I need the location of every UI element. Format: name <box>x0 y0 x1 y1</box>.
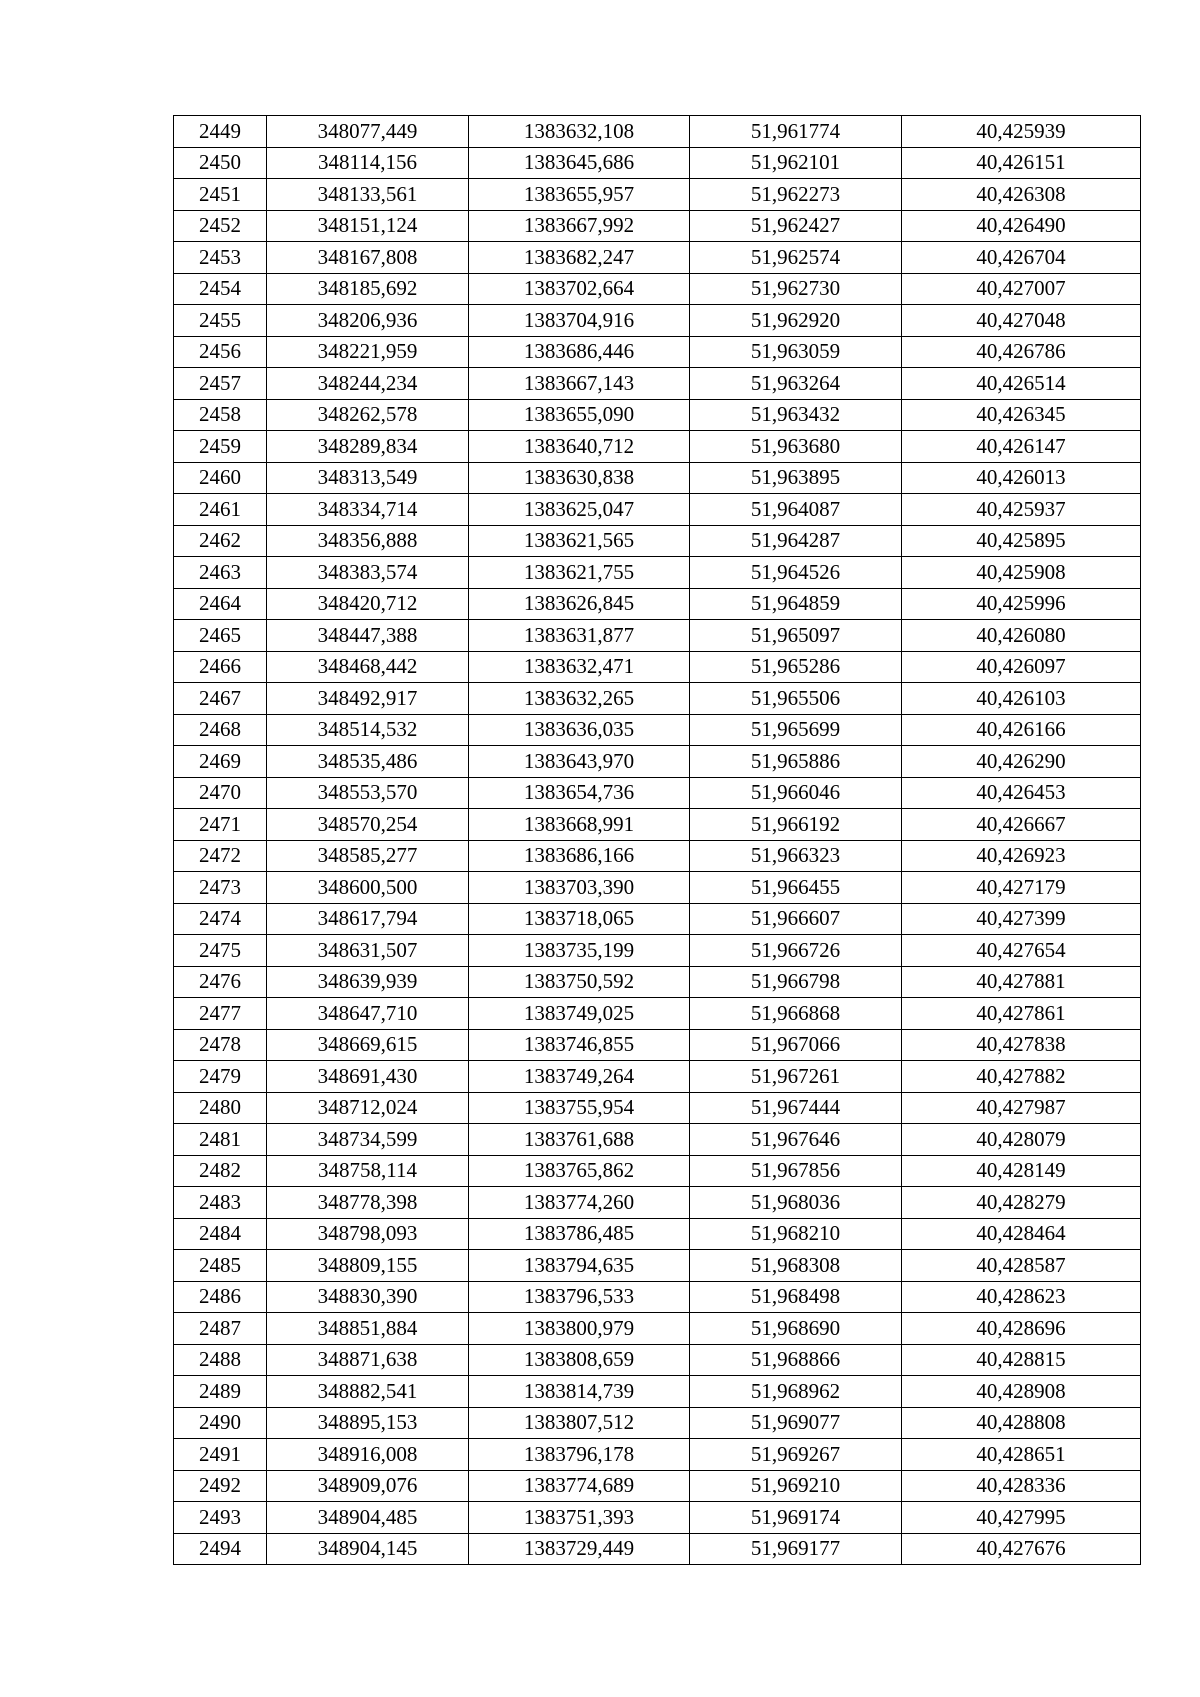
point-number-cell: 2488 <box>174 1344 267 1376</box>
y-coordinate-cell: 1383755,954 <box>469 1092 690 1124</box>
y-coordinate-cell: 1383774,689 <box>469 1470 690 1502</box>
x-coordinate-cell: 348514,532 <box>267 714 469 746</box>
x-coordinate-cell: 348185,692 <box>267 273 469 305</box>
point-number-cell: 2494 <box>174 1533 267 1565</box>
point-number-cell: 2490 <box>174 1407 267 1439</box>
latitude-cell: 51,965097 <box>690 620 902 652</box>
latitude-cell: 51,969174 <box>690 1502 902 1534</box>
x-coordinate-cell: 348553,570 <box>267 777 469 809</box>
x-coordinate-cell: 348334,714 <box>267 494 469 526</box>
point-number-cell: 2459 <box>174 431 267 463</box>
table-row <box>174 746 1141 778</box>
point-number-cell: 2458 <box>174 399 267 431</box>
table-row <box>174 1407 1141 1439</box>
table-row <box>174 998 1141 1030</box>
table-row <box>174 1250 1141 1282</box>
y-coordinate-cell: 1383729,449 <box>469 1533 690 1565</box>
longitude-cell: 40,426151 <box>902 147 1141 179</box>
x-coordinate-cell: 348871,638 <box>267 1344 469 1376</box>
point-number-cell: 2482 <box>174 1155 267 1187</box>
x-coordinate-cell: 348647,710 <box>267 998 469 1030</box>
table-row <box>174 872 1141 904</box>
y-coordinate-cell: 1383704,916 <box>469 305 690 337</box>
table-row <box>174 1313 1141 1345</box>
table-row <box>174 1470 1141 1502</box>
x-coordinate-cell: 348904,145 <box>267 1533 469 1565</box>
point-number-cell: 2467 <box>174 683 267 715</box>
x-coordinate-cell: 348077,449 <box>267 116 469 148</box>
latitude-cell: 51,964287 <box>690 525 902 557</box>
y-coordinate-cell: 1383626,845 <box>469 588 690 620</box>
x-coordinate-cell: 348133,561 <box>267 179 469 211</box>
x-coordinate-cell: 348712,024 <box>267 1092 469 1124</box>
latitude-cell: 51,966046 <box>690 777 902 809</box>
table-row <box>174 179 1141 211</box>
point-number-cell: 2472 <box>174 840 267 872</box>
longitude-cell: 40,428651 <box>902 1439 1141 1471</box>
point-number-cell: 2480 <box>174 1092 267 1124</box>
table-row <box>174 651 1141 683</box>
point-number-cell: 2477 <box>174 998 267 1030</box>
x-coordinate-cell: 348262,578 <box>267 399 469 431</box>
table-row <box>174 935 1141 967</box>
longitude-cell: 40,427399 <box>902 903 1141 935</box>
x-coordinate-cell: 348492,917 <box>267 683 469 715</box>
longitude-cell: 40,425895 <box>902 525 1141 557</box>
latitude-cell: 51,966323 <box>690 840 902 872</box>
latitude-cell: 51,963264 <box>690 368 902 400</box>
x-coordinate-cell: 348356,888 <box>267 525 469 557</box>
latitude-cell: 51,964526 <box>690 557 902 589</box>
table-row <box>174 242 1141 274</box>
longitude-cell: 40,427882 <box>902 1061 1141 1093</box>
table-row <box>174 1061 1141 1093</box>
longitude-cell: 40,426514 <box>902 368 1141 400</box>
longitude-cell: 40,426786 <box>902 336 1141 368</box>
y-coordinate-cell: 1383807,512 <box>469 1407 690 1439</box>
longitude-cell: 40,426667 <box>902 809 1141 841</box>
longitude-cell: 40,426453 <box>902 777 1141 809</box>
point-number-cell: 2487 <box>174 1313 267 1345</box>
x-coordinate-cell: 348468,442 <box>267 651 469 683</box>
x-coordinate-cell: 348778,398 <box>267 1187 469 1219</box>
point-number-cell: 2468 <box>174 714 267 746</box>
table-row <box>174 210 1141 242</box>
point-number-cell: 2476 <box>174 966 267 998</box>
point-number-cell: 2452 <box>174 210 267 242</box>
point-number-cell: 2456 <box>174 336 267 368</box>
y-coordinate-cell: 1383621,565 <box>469 525 690 557</box>
x-coordinate-cell: 348420,712 <box>267 588 469 620</box>
y-coordinate-cell: 1383625,047 <box>469 494 690 526</box>
latitude-cell: 51,966868 <box>690 998 902 1030</box>
point-number-cell: 2455 <box>174 305 267 337</box>
latitude-cell: 51,966455 <box>690 872 902 904</box>
longitude-cell: 40,428908 <box>902 1376 1141 1408</box>
longitude-cell: 40,425996 <box>902 588 1141 620</box>
y-coordinate-cell: 1383765,862 <box>469 1155 690 1187</box>
x-coordinate-cell: 348289,834 <box>267 431 469 463</box>
latitude-cell: 51,962427 <box>690 210 902 242</box>
point-number-cell: 2485 <box>174 1250 267 1282</box>
table-row <box>174 1533 1141 1565</box>
point-number-cell: 2484 <box>174 1218 267 1250</box>
table-row <box>174 777 1141 809</box>
latitude-cell: 51,965286 <box>690 651 902 683</box>
x-coordinate-cell: 348151,124 <box>267 210 469 242</box>
table-row <box>174 1155 1141 1187</box>
point-number-cell: 2470 <box>174 777 267 809</box>
y-coordinate-cell: 1383686,446 <box>469 336 690 368</box>
latitude-cell: 51,968498 <box>690 1281 902 1313</box>
latitude-cell: 51,963680 <box>690 431 902 463</box>
x-coordinate-cell: 348535,486 <box>267 746 469 778</box>
y-coordinate-cell: 1383735,199 <box>469 935 690 967</box>
longitude-cell: 40,428623 <box>902 1281 1141 1313</box>
point-number-cell: 2489 <box>174 1376 267 1408</box>
y-coordinate-cell: 1383814,739 <box>469 1376 690 1408</box>
x-coordinate-cell: 348383,574 <box>267 557 469 589</box>
point-number-cell: 2493 <box>174 1502 267 1534</box>
point-number-cell: 2479 <box>174 1061 267 1093</box>
table-row <box>174 1187 1141 1219</box>
point-number-cell: 2451 <box>174 179 267 211</box>
y-coordinate-cell: 1383632,265 <box>469 683 690 715</box>
x-coordinate-cell: 348617,794 <box>267 903 469 935</box>
longitude-cell: 40,425939 <box>902 116 1141 148</box>
longitude-cell: 40,427007 <box>902 273 1141 305</box>
y-coordinate-cell: 1383632,108 <box>469 116 690 148</box>
latitude-cell: 51,967066 <box>690 1029 902 1061</box>
latitude-cell: 51,963895 <box>690 462 902 494</box>
y-coordinate-cell: 1383640,712 <box>469 431 690 463</box>
y-coordinate-cell: 1383749,025 <box>469 998 690 1030</box>
table-row <box>174 1502 1141 1534</box>
latitude-cell: 51,962730 <box>690 273 902 305</box>
y-coordinate-cell: 1383702,664 <box>469 273 690 305</box>
table-row <box>174 1029 1141 1061</box>
longitude-cell: 40,426147 <box>902 431 1141 463</box>
y-coordinate-cell: 1383643,970 <box>469 746 690 778</box>
x-coordinate-cell: 348904,485 <box>267 1502 469 1534</box>
table-row <box>174 525 1141 557</box>
table-row <box>174 462 1141 494</box>
table-row <box>174 336 1141 368</box>
longitude-cell: 40,427654 <box>902 935 1141 967</box>
longitude-cell: 40,428587 <box>902 1250 1141 1282</box>
table-row <box>174 147 1141 179</box>
point-number-cell: 2462 <box>174 525 267 557</box>
longitude-cell: 40,426704 <box>902 242 1141 274</box>
point-number-cell: 2449 <box>174 116 267 148</box>
x-coordinate-cell: 348600,500 <box>267 872 469 904</box>
table-row <box>174 557 1141 589</box>
latitude-cell: 51,965699 <box>690 714 902 746</box>
y-coordinate-cell: 1383746,855 <box>469 1029 690 1061</box>
longitude-cell: 40,426166 <box>902 714 1141 746</box>
longitude-cell: 40,428464 <box>902 1218 1141 1250</box>
y-coordinate-cell: 1383636,035 <box>469 714 690 746</box>
point-number-cell: 2471 <box>174 809 267 841</box>
longitude-cell: 40,428808 <box>902 1407 1141 1439</box>
y-coordinate-cell: 1383761,688 <box>469 1124 690 1156</box>
point-number-cell: 2465 <box>174 620 267 652</box>
table-row <box>174 494 1141 526</box>
table-row <box>174 840 1141 872</box>
latitude-cell: 51,962273 <box>690 179 902 211</box>
longitude-cell: 40,427048 <box>902 305 1141 337</box>
longitude-cell: 40,427676 <box>902 1533 1141 1565</box>
y-coordinate-cell: 1383796,533 <box>469 1281 690 1313</box>
longitude-cell: 40,426103 <box>902 683 1141 715</box>
longitude-cell: 40,427179 <box>902 872 1141 904</box>
latitude-cell: 51,967856 <box>690 1155 902 1187</box>
latitude-cell: 51,969210 <box>690 1470 902 1502</box>
x-coordinate-cell: 348809,155 <box>267 1250 469 1282</box>
x-coordinate-cell: 348114,156 <box>267 147 469 179</box>
latitude-cell: 51,962920 <box>690 305 902 337</box>
y-coordinate-cell: 1383630,838 <box>469 462 690 494</box>
x-coordinate-cell: 348734,599 <box>267 1124 469 1156</box>
longitude-cell: 40,427987 <box>902 1092 1141 1124</box>
latitude-cell: 51,965886 <box>690 746 902 778</box>
table-row <box>174 305 1141 337</box>
latitude-cell: 51,969267 <box>690 1439 902 1471</box>
point-number-cell: 2475 <box>174 935 267 967</box>
latitude-cell: 51,966192 <box>690 809 902 841</box>
y-coordinate-cell: 1383668,991 <box>469 809 690 841</box>
table-row <box>174 1218 1141 1250</box>
latitude-cell: 51,966798 <box>690 966 902 998</box>
table-row <box>174 809 1141 841</box>
x-coordinate-cell: 348909,076 <box>267 1470 469 1502</box>
y-coordinate-cell: 1383682,247 <box>469 242 690 274</box>
longitude-cell: 40,426308 <box>902 179 1141 211</box>
latitude-cell: 51,966607 <box>690 903 902 935</box>
y-coordinate-cell: 1383632,471 <box>469 651 690 683</box>
latitude-cell: 51,967444 <box>690 1092 902 1124</box>
point-number-cell: 2483 <box>174 1187 267 1219</box>
table-row <box>174 1344 1141 1376</box>
y-coordinate-cell: 1383774,260 <box>469 1187 690 1219</box>
y-coordinate-cell: 1383750,592 <box>469 966 690 998</box>
latitude-cell: 51,964087 <box>690 494 902 526</box>
point-number-cell: 2466 <box>174 651 267 683</box>
y-coordinate-cell: 1383808,659 <box>469 1344 690 1376</box>
x-coordinate-cell: 348851,884 <box>267 1313 469 1345</box>
table-row <box>174 683 1141 715</box>
point-number-cell: 2464 <box>174 588 267 620</box>
longitude-cell: 40,427838 <box>902 1029 1141 1061</box>
table-row <box>174 1092 1141 1124</box>
point-number-cell: 2461 <box>174 494 267 526</box>
longitude-cell: 40,428079 <box>902 1124 1141 1156</box>
y-coordinate-cell: 1383667,143 <box>469 368 690 400</box>
y-coordinate-cell: 1383718,065 <box>469 903 690 935</box>
table-row <box>174 1281 1141 1313</box>
latitude-cell: 51,967261 <box>690 1061 902 1093</box>
latitude-cell: 51,968866 <box>690 1344 902 1376</box>
latitude-cell: 51,963432 <box>690 399 902 431</box>
latitude-cell: 51,969177 <box>690 1533 902 1565</box>
longitude-cell: 40,428149 <box>902 1155 1141 1187</box>
y-coordinate-cell: 1383794,635 <box>469 1250 690 1282</box>
x-coordinate-cell: 348221,959 <box>267 336 469 368</box>
x-coordinate-cell: 348758,114 <box>267 1155 469 1187</box>
point-number-cell: 2492 <box>174 1470 267 1502</box>
x-coordinate-cell: 348882,541 <box>267 1376 469 1408</box>
table-row <box>174 273 1141 305</box>
table-row <box>174 1439 1141 1471</box>
x-coordinate-cell: 348167,808 <box>267 242 469 274</box>
latitude-cell: 51,964859 <box>690 588 902 620</box>
y-coordinate-cell: 1383749,264 <box>469 1061 690 1093</box>
y-coordinate-cell: 1383621,755 <box>469 557 690 589</box>
longitude-cell: 40,426345 <box>902 399 1141 431</box>
y-coordinate-cell: 1383786,485 <box>469 1218 690 1250</box>
point-number-cell: 2478 <box>174 1029 267 1061</box>
y-coordinate-cell: 1383703,390 <box>469 872 690 904</box>
latitude-cell: 51,963059 <box>690 336 902 368</box>
x-coordinate-cell: 348895,153 <box>267 1407 469 1439</box>
table-row <box>174 714 1141 746</box>
x-coordinate-cell: 348691,430 <box>267 1061 469 1093</box>
x-coordinate-cell: 348916,008 <box>267 1439 469 1471</box>
longitude-cell: 40,427881 <box>902 966 1141 998</box>
longitude-cell: 40,426097 <box>902 651 1141 683</box>
table-row <box>174 588 1141 620</box>
y-coordinate-cell: 1383645,686 <box>469 147 690 179</box>
x-coordinate-cell: 348585,277 <box>267 840 469 872</box>
point-number-cell: 2450 <box>174 147 267 179</box>
x-coordinate-cell: 348570,254 <box>267 809 469 841</box>
x-coordinate-cell: 348798,093 <box>267 1218 469 1250</box>
y-coordinate-cell: 1383655,090 <box>469 399 690 431</box>
point-number-cell: 2473 <box>174 872 267 904</box>
latitude-cell: 51,968308 <box>690 1250 902 1282</box>
y-coordinate-cell: 1383800,979 <box>469 1313 690 1345</box>
table-row <box>174 903 1141 935</box>
point-number-cell: 2454 <box>174 273 267 305</box>
longitude-cell: 40,426290 <box>902 746 1141 778</box>
x-coordinate-cell: 348830,390 <box>267 1281 469 1313</box>
x-coordinate-cell: 348669,615 <box>267 1029 469 1061</box>
longitude-cell: 40,426080 <box>902 620 1141 652</box>
point-number-cell: 2474 <box>174 903 267 935</box>
point-number-cell: 2486 <box>174 1281 267 1313</box>
x-coordinate-cell: 348631,507 <box>267 935 469 967</box>
longitude-cell: 40,428815 <box>902 1344 1141 1376</box>
longitude-cell: 40,426923 <box>902 840 1141 872</box>
latitude-cell: 51,965506 <box>690 683 902 715</box>
latitude-cell: 51,961774 <box>690 116 902 148</box>
latitude-cell: 51,962574 <box>690 242 902 274</box>
table-row <box>174 966 1141 998</box>
longitude-cell: 40,428279 <box>902 1187 1141 1219</box>
y-coordinate-cell: 1383796,178 <box>469 1439 690 1471</box>
latitude-cell: 51,966726 <box>690 935 902 967</box>
point-number-cell: 2463 <box>174 557 267 589</box>
latitude-cell: 51,968036 <box>690 1187 902 1219</box>
latitude-cell: 51,967646 <box>690 1124 902 1156</box>
point-number-cell: 2469 <box>174 746 267 778</box>
latitude-cell: 51,962101 <box>690 147 902 179</box>
latitude-cell: 51,969077 <box>690 1407 902 1439</box>
longitude-cell: 40,427861 <box>902 998 1141 1030</box>
longitude-cell: 40,425937 <box>902 494 1141 526</box>
x-coordinate-cell: 348639,939 <box>267 966 469 998</box>
table-row <box>174 399 1141 431</box>
y-coordinate-cell: 1383751,393 <box>469 1502 690 1534</box>
table-row <box>174 368 1141 400</box>
y-coordinate-cell: 1383631,877 <box>469 620 690 652</box>
x-coordinate-cell: 348206,936 <box>267 305 469 337</box>
y-coordinate-cell: 1383667,992 <box>469 210 690 242</box>
x-coordinate-cell: 348313,549 <box>267 462 469 494</box>
point-number-cell: 2491 <box>174 1439 267 1471</box>
table-row <box>174 1376 1141 1408</box>
longitude-cell: 40,426490 <box>902 210 1141 242</box>
y-coordinate-cell: 1383686,166 <box>469 840 690 872</box>
latitude-cell: 51,968690 <box>690 1313 902 1345</box>
latitude-cell: 51,968962 <box>690 1376 902 1408</box>
point-number-cell: 2457 <box>174 368 267 400</box>
table-row <box>174 431 1141 463</box>
table-row <box>174 1124 1141 1156</box>
y-coordinate-cell: 1383654,736 <box>469 777 690 809</box>
longitude-cell: 40,428696 <box>902 1313 1141 1345</box>
latitude-cell: 51,968210 <box>690 1218 902 1250</box>
table-row <box>174 116 1141 148</box>
coordinates-table <box>173 115 1141 1565</box>
point-number-cell: 2460 <box>174 462 267 494</box>
table-row <box>174 620 1141 652</box>
x-coordinate-cell: 348244,234 <box>267 368 469 400</box>
x-coordinate-cell: 348447,388 <box>267 620 469 652</box>
longitude-cell: 40,427995 <box>902 1502 1141 1534</box>
y-coordinate-cell: 1383655,957 <box>469 179 690 211</box>
point-number-cell: 2481 <box>174 1124 267 1156</box>
point-number-cell: 2453 <box>174 242 267 274</box>
longitude-cell: 40,425908 <box>902 557 1141 589</box>
longitude-cell: 40,426013 <box>902 462 1141 494</box>
coordinates-table-body <box>174 116 1141 1565</box>
longitude-cell: 40,428336 <box>902 1470 1141 1502</box>
